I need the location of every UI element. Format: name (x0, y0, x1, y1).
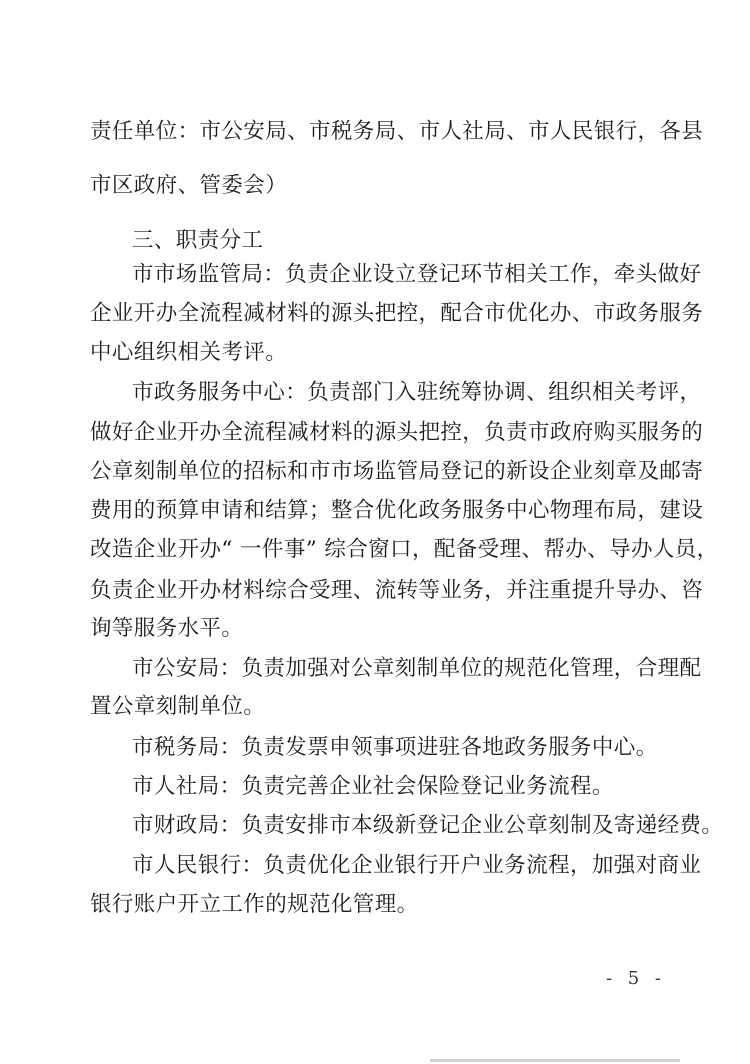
text-line: 做好企业开办全流程减材料的源头把控，负责市政府购买服务的 (90, 420, 704, 445)
text-line: 中心组织相关考评。 (90, 340, 288, 365)
text-line: 询等服务水平。 (90, 616, 244, 641)
text-line: 公章刻制单位的招标和市市场监管局登记的新设企业刻章及邮寄 (90, 459, 704, 484)
text-line: 置公章刻制单位。 (90, 694, 266, 719)
section-heading: 三、职责分工 (132, 228, 264, 253)
text-line: 责任单位：市公安局、市税务局、市人社局、市人民银行，各县 (90, 119, 704, 144)
text-line: 负责企业开办材料综合受理、流转等业务，并注重提升导办、咨 (90, 578, 704, 603)
text-line: 市政务服务中心：负责部门入驻统筹协调、组织相关考评， (132, 380, 702, 405)
text-line: 市财政局：负责安排市本级新登记企业公章刻制及寄递经费。 (132, 813, 724, 838)
text-line: 市人社局：负责完善企业社会保险登记业务流程。 (132, 774, 614, 799)
text-line: 市人民银行：负责优化企业银行开户业务流程，加强对商业 (132, 853, 702, 878)
page-number: - 5 - (605, 968, 666, 989)
text-line: 市公安局：负责加强对公章刻制单位的规范化管理，合理配 (132, 656, 702, 681)
text-line: 银行账户开立工作的规范化管理。 (90, 892, 419, 917)
text-line: 费用的预算申请和结算；整合优化政务服务中心物理布局，建设 (90, 498, 704, 523)
text-line: 市区政府、管委会） (90, 173, 288, 198)
scan-artifact (430, 1059, 680, 1062)
text-line: 市税务局：负责发票申领事项进驻各地政务服务中心。 (132, 735, 658, 760)
text-line: 市市场监管局：负责企业设立登记环节相关工作，牵头做好 (132, 262, 702, 287)
text-line: 企业开办全流程减材料的源头把控，配合市优化办、市政务服务 (90, 301, 704, 326)
text-line: 改造企业开办“ 一件事” 综合窗口，配备受理、帮办、导办人员， (90, 537, 719, 562)
